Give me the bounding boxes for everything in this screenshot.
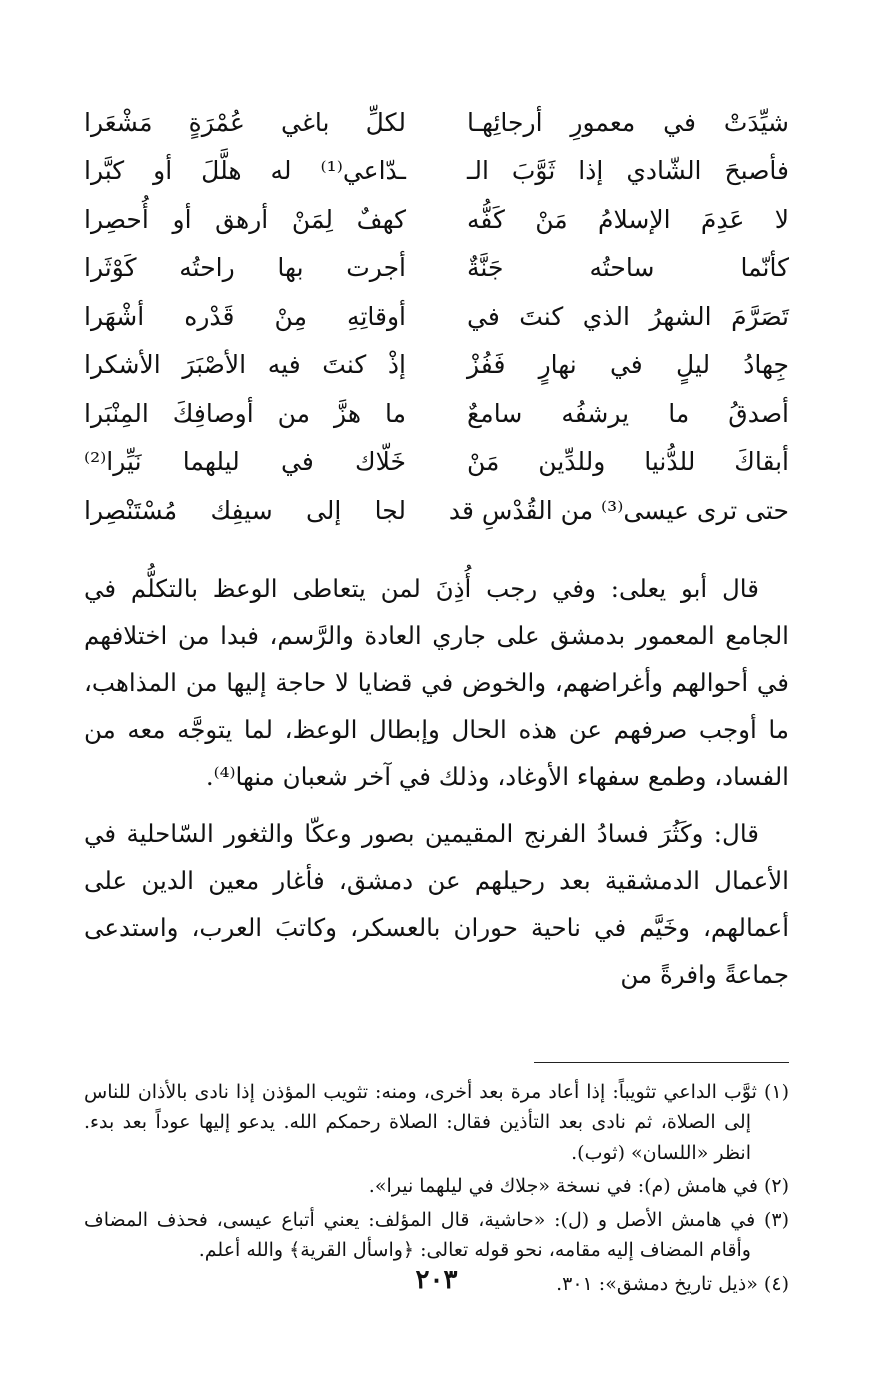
footnote-3: (٣) في هامش الأصل و (ل): «حاشية، قال المؤلف: يعني أتباع عيسى، فحذف المضاف وأقام المضاف إليه مقامه، نحو قوله تعالى: ﴿واسأل القرية﴾ والله أعلم. xyxy=(84,1208,789,1261)
verse-first-hemistich: لا عَدِمَ الإسلامُ مَنْ كَفُّه xyxy=(467,204,789,234)
verse-7 xyxy=(84,389,789,438)
prose-body xyxy=(84,565,789,998)
verse-second-hemistich: لكلِّ باغي عُمْرَةٍ مَشْعَرا xyxy=(84,107,406,137)
verse-second-hemistich: إذْ كنتَ فيه الأصْبَرَ الأشكرا xyxy=(84,350,406,380)
verse-8 xyxy=(84,438,789,487)
verse-second-hemistich: أجرت بها راحتُه كَوْثَرا xyxy=(84,253,406,283)
verse-second-hemistich: ـدّاعي⁽¹⁾ له هلَّلَ أو كبَّرا xyxy=(84,156,406,186)
footnote-4: (٤) «ذيل تاريخ دمشق»: ٣٠١. xyxy=(556,1272,789,1295)
verse-6 xyxy=(84,341,789,390)
verse-first-hemistich: جِهادُ ليلٍ في نهارٍ فَفُزْ xyxy=(467,350,789,380)
verse-first-hemistich: أبقاكَ للدُّنيا وللدِّين مَنْ xyxy=(467,447,789,477)
verse-9 xyxy=(84,486,789,535)
footnote-separator xyxy=(534,1062,789,1063)
verse-first-hemistich: تَصَرَّمَ الشهرُ الذي كنتَ في xyxy=(467,301,789,331)
verse-first-hemistich: أصدقُ ما يرشفُه سامعٌ xyxy=(467,398,789,428)
prose-paragraph: قال أبو يعلى: وفي رجب أُذِنَ لمن يتعاطى الوعظ بالتكلُّم في الجامع المعمور بدمشق على جاري العادة والرَّسم، فبدا من اختلافهم في أحوالهم وأغراضهم، والخوض في قضايا لا حاجة إليها من المذاهب، ما أوجب صرفهم عن هذه الحال وإبطال الوعظ، لما يتوجَّه معه من الفساد، وطمع سفهاء الأوغاد، وذلك في آخر شعبان منها⁽⁴⁾. xyxy=(84,573,789,791)
verse-second-hemistich: ما هزَّ من أوصافِكَ المِنْبَرا xyxy=(84,398,406,428)
verse-second-hemistich: أوقاتِهِ مِنْ قَدْره أشْهَرا xyxy=(84,301,406,331)
verse-4 xyxy=(84,244,789,293)
verse-5 xyxy=(84,292,789,341)
footnote-1: (١) ثوَّب الداعي تثويباً: إذا أعاد مرة بعد أخرى، ومنه: تثويب المؤذن إذا نادى بالأذان للناس إلى الصلاة، ثم نادى بعد التأذين فقال: الصلاة رحمكم الله. يدعو إليها عوداً بعد بدء. انظر «اللسان» (ثوب). xyxy=(84,1080,789,1164)
verse-first-hemistich: كأنّما ساحتُه جَنَّةٌ xyxy=(467,253,789,283)
verse-second-hemistich: كهفٌ لِمَنْ أرهق أو أُحصِرا xyxy=(84,204,406,234)
footnote-2: (٢) في هامش (م): في نسخة «جلاك في ليلهما نيرا». xyxy=(368,1175,789,1197)
verse-2 xyxy=(84,147,789,196)
verse-second-hemistich: لجا إلى سيفِك مُسْتَنْصِرا xyxy=(84,495,406,525)
verse-first-hemistich: فأصبحَ الشّادي إذا ثَوَّبَ الـ xyxy=(467,156,789,186)
poem xyxy=(84,98,789,535)
page-number: ٢٠٣ xyxy=(415,1265,458,1295)
verse-3 xyxy=(84,195,789,244)
verse-first-hemistich: شيِّدَتْ في معمورِ أرجائِهـا xyxy=(467,107,789,137)
verse-second-hemistich: خَلّاك في ليلهما نَيِّرا⁽²⁾ xyxy=(84,447,406,477)
prose-paragraph: قال: وكَثُرَ فسادُ الفرنج المقيمين بصور وعكّا والثغور السّاحلية في الأعمال الدمشقية بعد رحيلهم عن دمشق، فأغار معين الدين على أعمالهم، وخَيَّم في ناحية حوران بالعسكر، وكاتبَ العرب، واستدعى جماعةً وافرةً من xyxy=(84,818,789,989)
verse-first-hemistich: حتى ترى عيسى⁽³⁾ من القُدْسِ قد xyxy=(448,495,789,525)
verse-1 xyxy=(84,98,789,147)
